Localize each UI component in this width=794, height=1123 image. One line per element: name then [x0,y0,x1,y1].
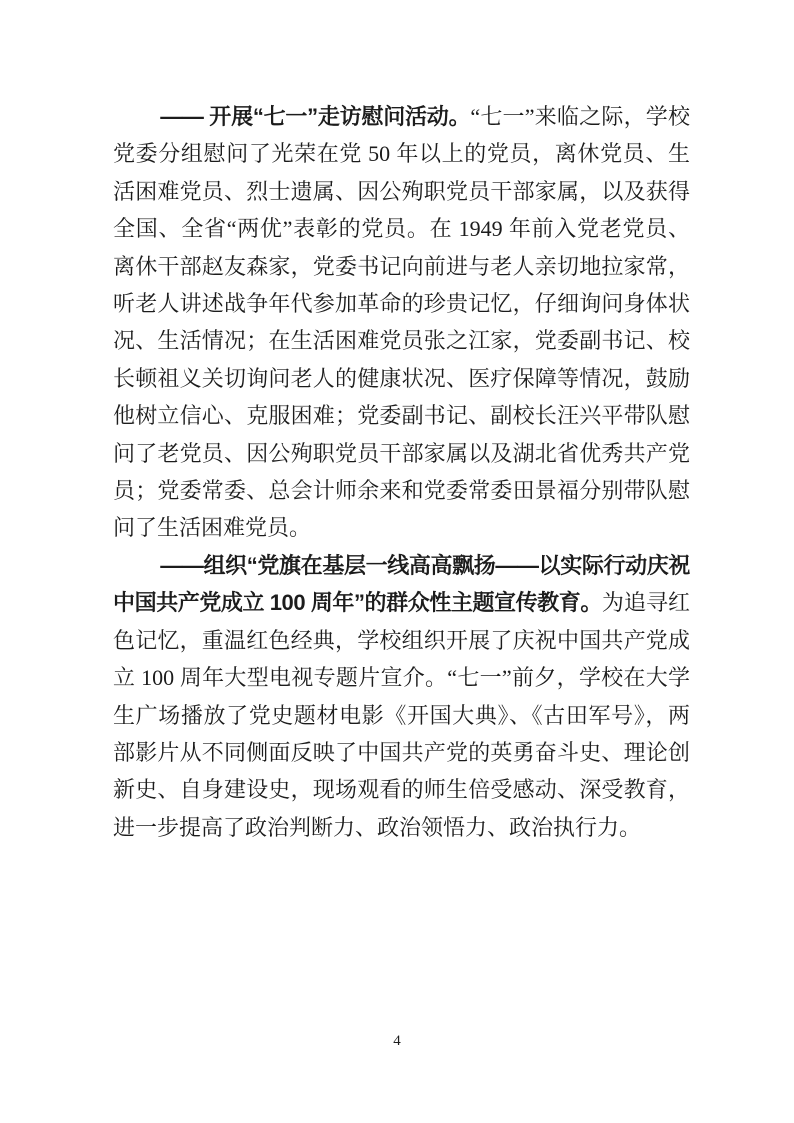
text-run: “七一”来临之际，学校党委分组慰问了光荣在党 50 年以上的党员，离休党员、生活困难党员、烈士遗属、因公殉职党员干部家属，以及获得全国、全省“两优”表彰的党员。在 1949 年前入党老党员、离休干部赵友森家，党委书记向前进与老人亲切地拉家常，听老人讲述战争年代参加革命的珍贵记忆，仔细询问身体状况、生活情况；在生活困难党员张之江家，党委副书记、校长顿祖义关切询问老人的健康状况、医疗保障等情况，鼓励他树立信心、克服困难；党委副书记、副校长汪兴平带队慰问了老党员、因公殉职党员干部家属以及湖北省优秀共产党员；党委常委、总会计师余来和党委常委田景福分别带队慰问了生活困难党员。 [113,104,690,541]
emphasis-run: ——组织“党旗在基层一线高高飘扬——以实际行动庆祝中国共产党成立 100 周年”的群众性主题宣传教育。 [113,552,690,616]
document-body [113,98,690,846]
text-run: 为追寻红色记忆，重温红色经典，学校组织开展了庆祝中国共产党成立 100 周年大型电视专题片宣介。“七一”前夕，学校在大学生广场播放了党史题材电影《开国大典》、《古田军号》，两部影片从不同侧面反映了中国共产党的英勇奋斗史、理论创新史、自身建设史，现场观看的师生倍受感动、深受教育，进一步提高了政治判断力、政治领悟力、政治执行力。 [113,590,690,840]
emphasis-run: —— 开展“七一”走访慰问活动。 [160,104,471,129]
paragraph [113,98,690,547]
page-number: 4 [393,1033,401,1049]
paragraph [113,547,690,846]
